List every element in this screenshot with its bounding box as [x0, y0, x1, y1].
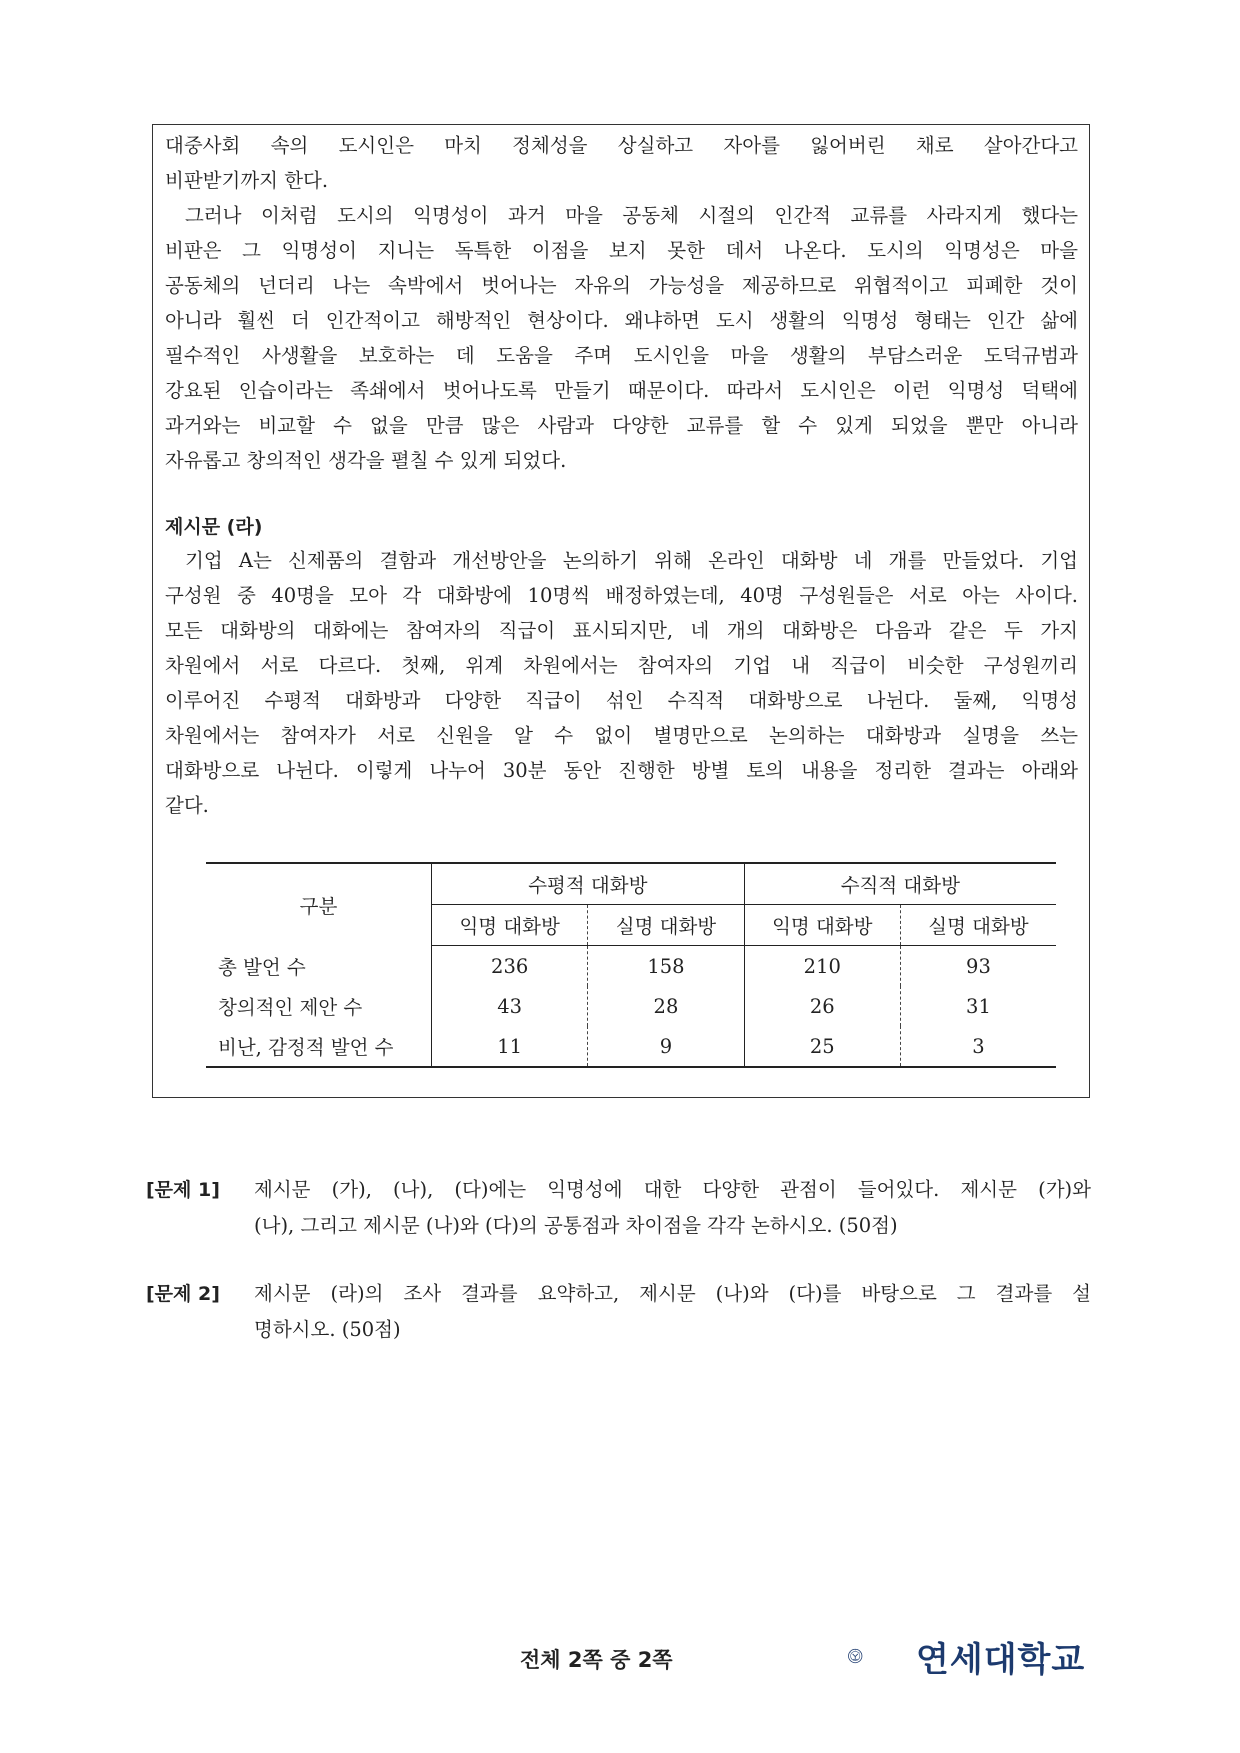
question-line: 제시문 (라)의 조사 결과를 요약하고, 제시문 (나)와 (다)를 바탕으로 그 결과를 설 [254, 1282, 1091, 1305]
subheader-cell: 익명 대화방 [432, 905, 588, 946]
university-seal-icon [848, 1625, 910, 1687]
passage-line: 과거와는 비교할 수 없을 만큼 많은 사람과 다양한 교류를 할 수 있게 되었을 뿐만 아니라 [165, 414, 1078, 437]
passage-heading: 제시문 (라) [165, 516, 263, 538]
passage-line: 필수적인 사생활을 보호하는 데 도움을 주며 도시인을 마을 생활의 부담스러운 도덕규범과 [165, 344, 1078, 367]
row-label: 총 발언 수 [206, 946, 432, 987]
table-cell: 236 [432, 946, 588, 987]
page-number: 전체 2쪽 중 2쪽 [520, 1648, 673, 1672]
table-cell: 43 [432, 986, 588, 1026]
table-cell: 11 [432, 1026, 588, 1067]
passage-line: 같다. [165, 794, 209, 817]
passage-line: 대화방으로 나뉜다. 이렇게 나누어 30분 동안 진행한 방별 토의 내용을 정리한 결과는 아래와 [165, 759, 1078, 782]
row-label: 비난, 감정적 발언 수 [206, 1026, 432, 1067]
passage-line: 그러나 이처럼 도시의 익명성이 과거 마을 공동체 시절의 인간적 교류를 사라지게 했다는 [185, 204, 1078, 227]
passage-line: 비판받기까지 한다. [165, 169, 329, 192]
question-2 [146, 1276, 1091, 1348]
passage-line: 공동체의 넌더리 나는 속박에서 벗어나는 자유의 가능성을 제공하므로 위협적이고 피폐한 것이 [165, 274, 1078, 297]
table-cell: 93 [966, 954, 991, 978]
passage-line: 차원에서는 참여자가 서로 신원을 알 수 없이 별명만으로 논의하는 대화방과 실명을 쓰는 [165, 724, 1078, 747]
table-row [206, 946, 1056, 987]
table-cell: 31 [966, 994, 991, 1018]
passage-line: 강요된 인습이라는 족쇄에서 벗어나도록 만들기 때문이다. 따라서 도시인은 이런 익명성 덕택에 [165, 379, 1078, 402]
row-label: 창의적인 제안 수 [206, 986, 432, 1026]
university-logo-text: 연세대학교 [916, 1640, 1086, 1680]
table-cell: 158 [588, 946, 744, 987]
table-row [206, 986, 1056, 1026]
group-header-horizontal: 수평적 대화방 [432, 863, 745, 905]
passage-line: 대중사회 속의 도시인은 마치 정체성을 상실하고 자아를 잃어버린 채로 살아간다고 [165, 134, 1078, 157]
table-row [206, 1026, 1056, 1067]
question-line: (나), 그리고 제시문 (나)와 (다)의 공통점과 차이점을 각각 논하시오. (50점) [254, 1214, 898, 1237]
question-line: 제시문 (가), (나), (다)에는 익명성에 대한 다양한 관점이 들어있다. 제시문 (가)와 [254, 1178, 1091, 1201]
subheader-cell: 실명 대화방 [900, 905, 1056, 946]
group-header-vertical: 수직적 대화방 [744, 863, 1056, 905]
passage-line: 비판은 그 익명성이 지니는 독특한 이점을 보지 못한 데서 나온다. 도시의 익명성은 마을 [165, 239, 1078, 262]
question-line: 명하시오. (50점) [254, 1318, 401, 1341]
question-label: [문제 1] [146, 1179, 220, 1201]
passage-line: 아니라 훨씬 더 인간적이고 해방적인 현상이다. 왜냐하면 도시 생활의 익명성 형태는 인간 삶에 [165, 309, 1078, 332]
survey-result-table [206, 862, 1056, 1068]
table-cell: 28 [588, 986, 744, 1026]
question-1 [146, 1172, 1091, 1244]
passage-line: 구성원 중 40명을 모아 각 대화방에 10명씩 배정하였는데, 40명 구성원들은 서로 아는 사이다. [165, 584, 1078, 607]
table-cell: 210 [744, 946, 900, 987]
table-cell: 3 [900, 1026, 1056, 1067]
subheader-cell: 익명 대화방 [744, 905, 900, 946]
passage-line: 기업 A는 신제품의 결함과 개선방안을 논의하기 위해 온라인 대화방 네 개를 만들었다. 기업 [185, 549, 1078, 572]
table-cell: 26 [744, 986, 900, 1026]
table-cell: 25 [744, 1026, 900, 1067]
table-cell: 9 [588, 1026, 744, 1067]
subheader-cell: 실명 대화방 [588, 905, 744, 946]
passage-line: 자유롭고 창의적인 생각을 펼칠 수 있게 되었다. [165, 449, 567, 472]
table-corner-header: 구분 [206, 863, 432, 946]
question-label: [문제 2] [146, 1283, 220, 1305]
passage-line: 이루어진 수평적 대화방과 다양한 직급이 섞인 수직적 대화방으로 나뉜다. 둘째, 익명성 [165, 689, 1078, 712]
passage-line: 모든 대화방의 대화에는 참여자의 직급이 표시되지만, 네 개의 대화방은 다음과 같은 두 가지 [165, 619, 1078, 642]
passage-line: 차원에서 서로 다르다. 첫째, 위계 차원에서는 참여자의 기업 내 직급이 비슷한 구성원끼리 [165, 654, 1078, 677]
